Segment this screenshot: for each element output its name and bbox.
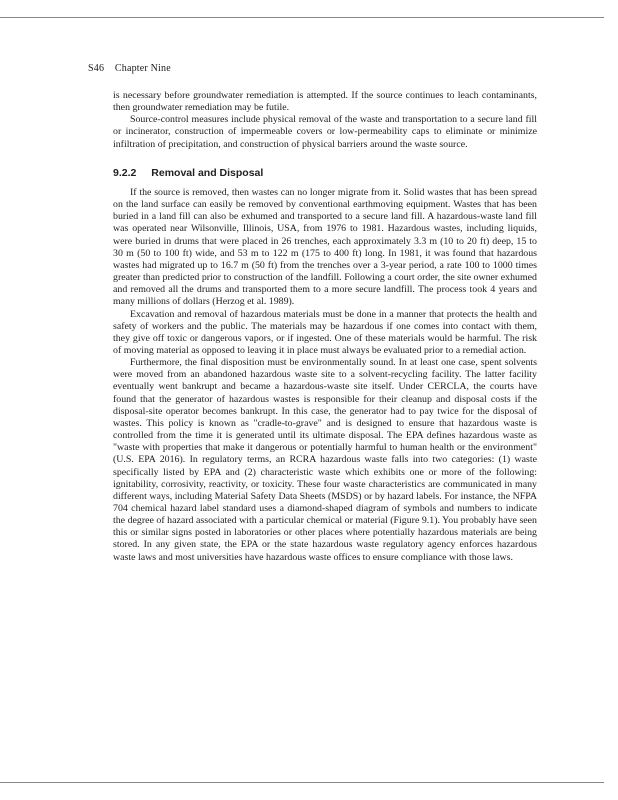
paragraph-source-removal: If the source is removed, then wastes can no longer migrate from it. Solid wastes that has been spread on the land surface can easily be removed by conventional earthmoving equipment. Wastes that has been buried in a land fill can also be exhumed and transported to a secure land fill. A hazardous-waste land fill was operated near Wilsonville, Illinois, USA, from 1976 to 1981. Hazardous wastes, including liquids, were buried in drums that were placed in 26 trenches, each approximately 3.3 m (10 to 20 ft) deep, 15 to 30 m (50 to 100 ft) wide, and 53 m to 122 m (175 to 400 ft) long. In 1981, it was found that hazardous wastes had migrated up to 16.7 m (50 ft) from the trenches over a 3-year period, a rate 100 to 1000 times greater than predicted prior to construction of the landfill. Following a court order, the site owner exhumed and removed all the drums and transported them to a more secure landfill. The process took 4 years and many millions of dollars (Herzog et al. 1989). <box>113 186 537 308</box>
chapter-title: Chapter Nine <box>114 63 171 74</box>
section-heading <box>113 167 537 179</box>
body-text <box>113 90 537 564</box>
section-title: Removal and Disposal <box>151 166 264 179</box>
source-control-paragraph: Source-control measures include physical removal of the waste and transportation to a secure land fill or incinerator, construction of impermeable covers or low-permeability caps to eliminate or minimize infiltration of precipitation, and construction of physical barriers around the waste source. <box>113 114 537 150</box>
intro-continuation: is necessary before groundwater remediation is attempted. If the source continues to leach contaminants, then groundwater remediation may be futile. <box>113 90 537 114</box>
page-header <box>88 63 171 74</box>
paragraph-excavation: Excavation and removal of hazardous materials must be done in a manner that protects the health and safety of workers and the public. The materials may be hazardous if one comes into contact with them, they give off toxic or dangerous vapors, or if ingested. One of these materials would be harmful. The risk of moving material as opposed to leaving it in place must always be evaluated prior to a remedial action. <box>113 308 537 356</box>
paragraph-final-disposition: Furthermore, the final disposition must be environmentally sound. In at least one case, spent solvents were moved from an abandoned hazardous waste site to a solvent-recycling facility. The latter facility eventually went bankrupt and became a hazardous-waste site itself. Under CERCLA, the courts have found that the generator of hazardous wastes is responsible for their cleanup and disposal costs if the disposal-site operator becomes bankrupt. In this case, the generator had to pay twice for the disposal of wastes. This policy is known as "cradle-to-grave" and is designed to ensure that hazardous waste is controlled from the time it is generated until its ultimate disposal. The EPA defines hazardous waste as "waste with properties that make it dangerous or potentially harmful to human health or the environment" (U.S. EPA 2016). In regulatory terms, an RCRA hazardous waste falls into two categories: (1) waste specifically listed by EPA and (2) characteristic waste which exhibits one or more of the following: ignitability, corrosivity, reactivity, or toxicity. These four waste characteristics are communicated in many different ways, including Material Safety Data Sheets (MSDS) or by hazard labels. For instance, the NFPA 704 chemical hazard label standard uses a diamond-shaped diagram of symbols and numbers to indicate the degree of hazard associated with a particular chemical or material (Figure 9.1). You probably have seen this or similar signs posted in laboratories or other places where potentially hazardous materials are being stored. In any given state, the EPA or the state hazardous waste regulatory agency enforces hazardous waste laws and most universities have hazardous waste offices to ensure compliance with those laws. <box>113 357 537 563</box>
section-number: 9.2.2 <box>113 166 137 179</box>
bottom-rule <box>0 782 604 783</box>
page-number: S46 <box>88 63 105 74</box>
top-rule <box>0 17 604 18</box>
